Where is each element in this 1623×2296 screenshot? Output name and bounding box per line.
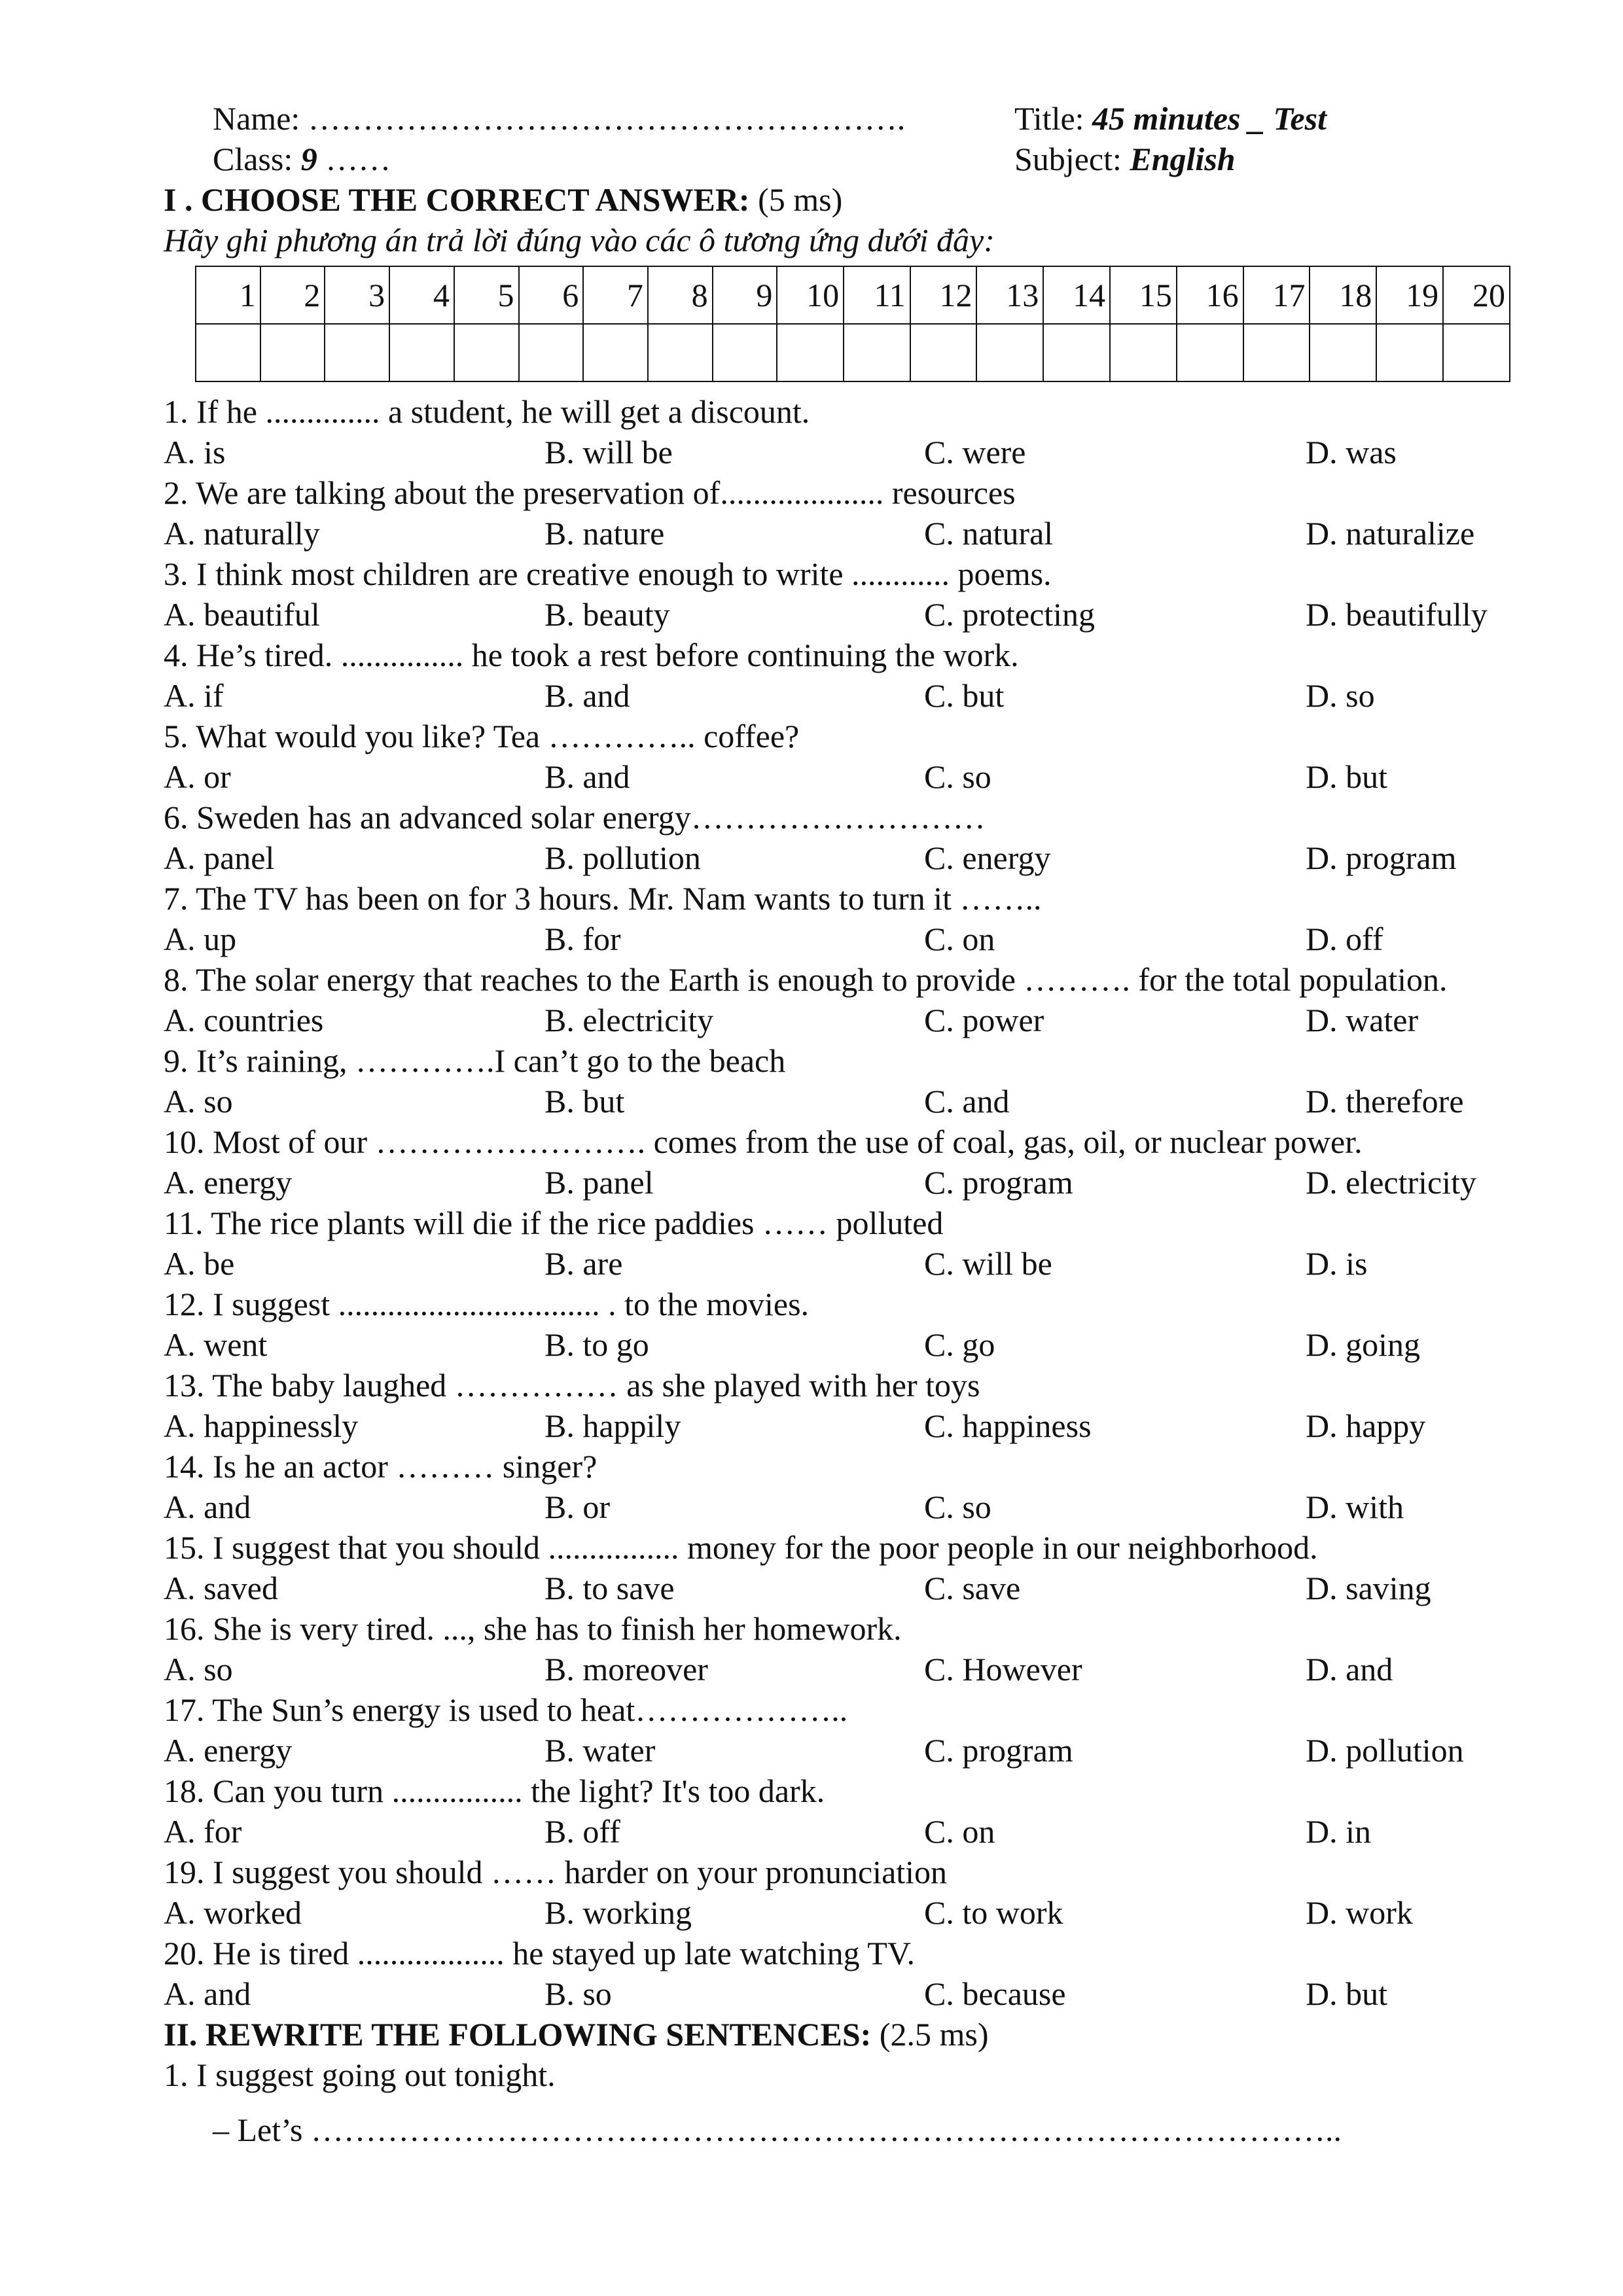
question-options (164, 675, 1571, 716)
question-options (164, 1000, 1571, 1040)
answer-cell[interactable] (1043, 324, 1110, 381)
answer-cell[interactable] (583, 324, 648, 381)
grid-number: 2 (260, 266, 325, 324)
grid-number: 8 (648, 266, 713, 324)
question-text: 3. I think most children are creative enough to write ............ poems. (164, 556, 1052, 592)
section-1-heading (164, 179, 1571, 220)
rewrite-prompt: 1. I suggest going out tonight. (164, 2057, 556, 2093)
answer-cell[interactable] (1443, 324, 1510, 381)
answer-grid (195, 266, 1510, 382)
option-d: D. was (1306, 434, 1397, 470)
grid-number: 13 (976, 266, 1043, 324)
option-b: B. off (544, 1813, 620, 1850)
answer-cell[interactable] (260, 324, 325, 381)
option-c: C. and (924, 1083, 1010, 1120)
grid-number: 7 (583, 266, 648, 324)
question-text: 12. I suggest ................................ . to the movies. (164, 1286, 810, 1322)
class-field (213, 139, 391, 179)
answer-cell[interactable] (976, 324, 1043, 381)
option-b: B. are (544, 1245, 623, 1282)
option-c: C. to work (924, 1894, 1063, 1931)
question-options (164, 1162, 1571, 1203)
option-b: B. pollution (544, 839, 701, 876)
class-value: 9 (300, 141, 317, 177)
option-d: D. pollution (1306, 1732, 1464, 1769)
grid-number: 4 (389, 266, 454, 324)
option-b: B. nature (544, 515, 665, 552)
grid-number: 9 (713, 266, 777, 324)
option-d: D. saving (1306, 1570, 1431, 1606)
option-a: A. countries (164, 1002, 324, 1038)
question-text: 13. The baby laughed …………… as she played with her toys (164, 1367, 980, 1404)
answer-cell[interactable] (777, 324, 844, 381)
grid-number: 1 (196, 266, 260, 324)
option-d: D. program (1306, 839, 1457, 876)
question-text: 17. The Sun’s energy is used to heat……………….. (164, 1691, 848, 1728)
option-b: B. to save (544, 1570, 675, 1606)
option-c: C. happiness (924, 1407, 1092, 1444)
title-field (1014, 98, 1327, 139)
question-options (164, 1243, 1571, 1284)
option-a: A. if (164, 677, 224, 714)
grid-number: 16 (1177, 266, 1243, 324)
class-dots: …… (317, 141, 391, 177)
option-a: A. and (164, 1489, 251, 1525)
option-b: B. will be (544, 434, 673, 470)
option-c: C. because (924, 1975, 1066, 2012)
answer-cell[interactable] (713, 324, 777, 381)
option-d: D. is (1306, 1245, 1368, 1282)
answer-cell[interactable] (196, 324, 260, 381)
rewrite-answer-line[interactable]: – Let’s ………………………………………………………………………………….. (213, 2111, 1342, 2148)
option-a: A. panel (164, 839, 275, 876)
option-b: B. electricity (544, 1002, 714, 1038)
class-label: Class: (213, 141, 301, 177)
section-1-points: (5 ms) (749, 181, 843, 218)
question-options (164, 1973, 1571, 2014)
question-text: 8. The solar energy that reaches to the Earth is enough to provide ………. for the total population. (164, 961, 1448, 998)
option-a: A. worked (164, 1894, 302, 1931)
section-2-title: II. REWRITE THE FOLLOWING SENTENCES: (164, 2016, 872, 2053)
answer-grid-wrap (164, 260, 1571, 391)
question-options (164, 919, 1571, 959)
question-text: 1. If he .............. a student, he will get a discount. (164, 393, 810, 430)
option-b: B. for (544, 921, 621, 957)
question-text: 19. I suggest you should …… harder on your pronunciation (164, 1854, 948, 1890)
option-c: C. natural (924, 515, 1054, 552)
option-d: D. but (1306, 758, 1387, 795)
question-text: 7. The TV has been on for 3 hours. Mr. Nam wants to turn it …….. (164, 880, 1042, 917)
option-c: C. However (924, 1651, 1082, 1687)
question-options (164, 513, 1571, 554)
option-b: B. but (544, 1083, 625, 1120)
option-b: B. working (544, 1894, 692, 1931)
answer-cell[interactable] (325, 324, 389, 381)
option-a: A. beautiful (164, 596, 320, 633)
option-a: A. and (164, 1975, 251, 2012)
answer-cell[interactable] (1177, 324, 1243, 381)
exam-header (213, 98, 1456, 179)
grid-number: 15 (1110, 266, 1177, 324)
grid-number: 11 (844, 266, 910, 324)
question-options (164, 432, 1571, 472)
question-options (164, 1405, 1571, 1446)
option-c: C. go (924, 1326, 995, 1363)
option-a: A. so (164, 1651, 233, 1687)
question-text: 10. Most of our ……………………. comes from the use of coal, gas, oil, or nuclear power. (164, 1123, 1363, 1160)
subject-value: English (1130, 141, 1236, 177)
option-d: D. in (1306, 1813, 1371, 1850)
grid-number: 5 (454, 266, 519, 324)
answer-grid-blanks (196, 324, 1510, 381)
answer-cell[interactable] (1243, 324, 1310, 381)
option-b: B. to go (544, 1326, 649, 1363)
option-a: A. is (164, 434, 226, 470)
answer-cell[interactable] (1376, 324, 1443, 381)
option-a: A. up (164, 921, 237, 957)
option-a: A. saved (164, 1570, 278, 1606)
question-text: 14. Is he an actor ……… singer? (164, 1448, 597, 1485)
option-c: C. so (924, 758, 991, 795)
option-d: D. therefore (1306, 1083, 1464, 1120)
option-c: C. on (924, 1813, 995, 1850)
question-options (164, 1892, 1571, 1933)
answer-cell[interactable] (454, 324, 519, 381)
option-d: D. going (1306, 1326, 1420, 1363)
option-a: A. energy (164, 1732, 293, 1769)
option-a: A. so (164, 1083, 233, 1120)
title-label: Title: (1014, 100, 1093, 137)
question-options (164, 1081, 1571, 1122)
name-field: Name: ………………………………………………. (213, 100, 906, 137)
title-value: 45 minutes _ Test (1092, 100, 1327, 137)
grid-number: 17 (1243, 266, 1310, 324)
question-text: 6. Sweden has an advanced solar energy……………………… (164, 799, 986, 836)
option-c: C. will be (924, 1245, 1052, 1282)
answer-cell[interactable] (519, 324, 584, 381)
grid-number: 18 (1310, 266, 1376, 324)
question-text: 16. She is very tired. ..., she has to finish her homework. (164, 1610, 902, 1647)
option-c: C. program (924, 1164, 1073, 1201)
question-text: 11. The rice plants will die if the rice paddies …… polluted (164, 1205, 944, 1241)
option-a: A. be (164, 1245, 235, 1282)
option-b: B. beauty (544, 596, 670, 633)
section-1-title: I . CHOOSE THE CORRECT ANSWER: (164, 181, 750, 218)
option-c: C. energy (924, 839, 1051, 876)
option-d: D. work (1306, 1894, 1413, 1931)
option-b: B. moreover (544, 1651, 708, 1687)
option-d: D. but (1306, 1975, 1387, 2012)
question-options (164, 1730, 1571, 1771)
question-options (164, 756, 1571, 797)
option-c: C. power (924, 1002, 1044, 1038)
question-text: 2. We are talking about the preservation of.................... resources (164, 474, 1016, 511)
option-b: B. and (544, 758, 630, 795)
question-text: 18. Can you turn ................ the light? It's too dark. (164, 1773, 825, 1809)
option-d: D. so (1306, 677, 1375, 714)
question-text: 20. He is tired .................. he stayed up late watching TV. (164, 1935, 915, 1971)
option-d: D. water (1306, 1002, 1419, 1038)
option-b: B. and (544, 677, 630, 714)
option-d: D. happy (1306, 1407, 1426, 1444)
option-c: C. on (924, 921, 995, 957)
grid-number: 3 (325, 266, 389, 324)
section-1-instruction: Hãy ghi phương án trả lời đúng vào các ô tương ứng dưới đây: (164, 222, 995, 258)
answer-cell[interactable] (1110, 324, 1177, 381)
question-options (164, 1649, 1571, 1689)
answer-cell[interactable] (910, 324, 977, 381)
option-d: D. electricity (1306, 1164, 1476, 1201)
question-options (164, 594, 1571, 635)
option-a: A. or (164, 758, 231, 795)
option-a: A. energy (164, 1164, 293, 1201)
section-2-points: (2.5 ms) (871, 2016, 989, 2053)
question-options (164, 838, 1571, 878)
option-a: A. went (164, 1326, 268, 1363)
option-a: A. naturally (164, 515, 320, 552)
option-b: B. or (544, 1489, 610, 1525)
subject-label: Subject: (1014, 141, 1130, 177)
option-b: B. panel (544, 1164, 654, 1201)
question-text: 9. It’s raining, ………….I can’t go to the beach (164, 1042, 786, 1079)
option-c: C. but (924, 677, 1005, 714)
question-options (164, 1487, 1571, 1527)
option-d: D. and (1306, 1651, 1393, 1687)
section-2-heading (164, 2014, 1571, 2055)
option-d: D. off (1306, 921, 1383, 957)
option-a: A. for (164, 1813, 242, 1850)
answer-cell[interactable] (1310, 324, 1376, 381)
option-c: C. protecting (924, 596, 1096, 633)
option-b: B. happily (544, 1407, 681, 1444)
question-text: 5. What would you like? Tea ………….. coffee? (164, 718, 800, 754)
answer-cell[interactable] (648, 324, 713, 381)
question-text: 15. I suggest that you should ................ money for the poor people in our neighborhood. (164, 1529, 1318, 1566)
option-c: C. were (924, 434, 1026, 470)
question-text: 4. He’s tired. ............... he took a rest before continuing the work. (164, 637, 1019, 673)
grid-number: 19 (1376, 266, 1443, 324)
answer-cell[interactable] (844, 324, 910, 381)
option-d: D. with (1306, 1489, 1404, 1525)
grid-number: 20 (1443, 266, 1510, 324)
question-options (164, 1811, 1571, 1852)
option-b: B. so (544, 1975, 612, 2012)
question-options (164, 1324, 1571, 1365)
option-d: D. naturalize (1306, 515, 1475, 552)
subject-field (1014, 139, 1236, 179)
grid-number: 10 (777, 266, 844, 324)
question-options (164, 1568, 1571, 1608)
answer-grid-numbers (196, 266, 1510, 324)
option-a: A. happinessly (164, 1407, 359, 1444)
grid-number: 6 (519, 266, 584, 324)
option-c: C. save (924, 1570, 1021, 1606)
option-d: D. beautifully (1306, 596, 1488, 633)
exam-content (164, 179, 1571, 2150)
option-c: C. program (924, 1732, 1073, 1769)
grid-number: 14 (1043, 266, 1110, 324)
grid-number: 12 (910, 266, 977, 324)
option-c: C. so (924, 1489, 991, 1525)
option-b: B. water (544, 1732, 656, 1769)
answer-cell[interactable] (389, 324, 454, 381)
